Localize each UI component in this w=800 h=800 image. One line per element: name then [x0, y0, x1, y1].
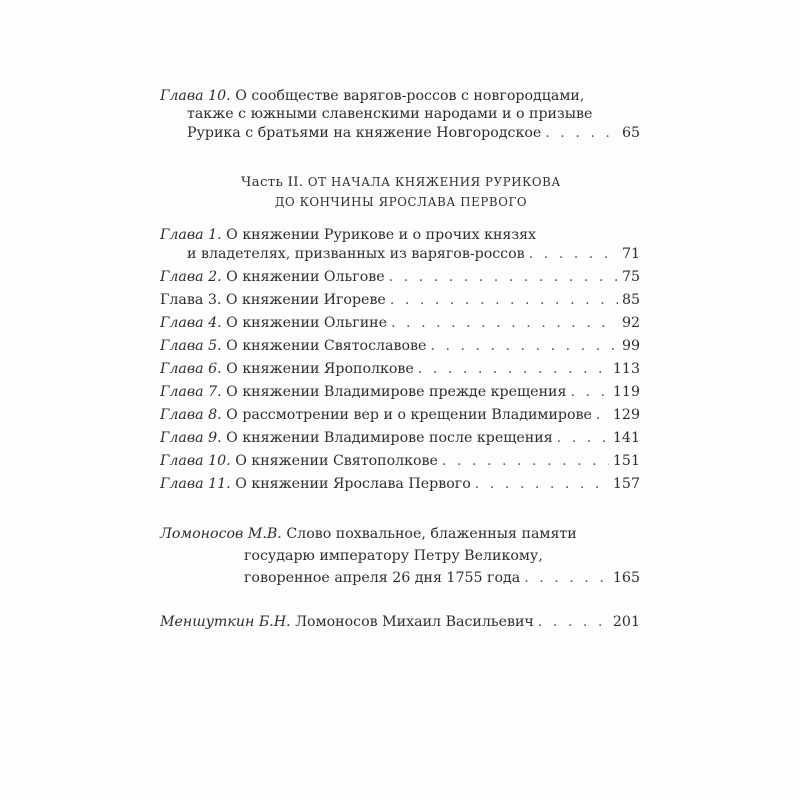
chapter-label: Глава 2.: [160, 269, 222, 285]
chapter-label: Глава 8.: [160, 407, 222, 423]
page-number: 129: [612, 407, 640, 423]
toc-entry-ch3: [160, 291, 640, 309]
dot-leader: [391, 314, 618, 332]
chapter-label: Глава 10.: [160, 453, 231, 469]
page-number: 85: [621, 292, 640, 308]
page-number: 75: [621, 269, 640, 285]
chapter-title-continued: также с южными славенскими народами и о призыве: [187, 106, 593, 122]
dot-leader: [557, 429, 609, 447]
chapter-label: Глава 4.: [160, 315, 222, 331]
chapter-title: О княжении Рурикове и о прочих князях: [226, 227, 537, 243]
page-number: 141: [612, 430, 640, 446]
dot-leader: [596, 406, 609, 424]
toc-entry-ch4: [160, 314, 640, 332]
chapter-title: О княжении Святополкове: [235, 453, 438, 469]
page-number: 71: [621, 246, 640, 262]
dot-leader: [475, 475, 609, 493]
author-name: Меншуткин Б.Н.: [160, 614, 291, 630]
toc-entry-lomonosov-line3: [244, 569, 640, 587]
toc-entry-ch7: [160, 383, 640, 401]
dot-leader: [524, 569, 609, 587]
work-title-continued: говоренное апреля 26 дня 1755 года: [244, 570, 521, 586]
toc-entry-ch11: [160, 475, 640, 493]
toc-entry-ch10-line3: [187, 124, 640, 142]
page-number: 119: [612, 384, 640, 400]
chapter-label: Глава 10.: [160, 88, 231, 104]
chapter-label: Глава 3.: [160, 292, 222, 308]
chapter-title: О княжении Ольгине: [226, 315, 388, 331]
toc-entry-ch6: [160, 360, 640, 378]
page-number: 92: [621, 315, 640, 331]
toc-entry-ch10-line1: [160, 87, 584, 105]
page-number: 151: [612, 453, 640, 469]
toc-entry-lomonosov-line2: [244, 547, 543, 565]
page-number: 99: [621, 338, 640, 354]
dot-leader: [545, 124, 618, 142]
part-title: ОТ НАЧАЛА КНЯЖЕНИЯ РУРИКОВА: [307, 175, 561, 189]
toc-entry-ch9: [160, 429, 640, 447]
dot-leader: [389, 268, 618, 286]
page-number: 65: [621, 125, 640, 141]
dot-leader: [538, 613, 609, 631]
chapter-title: О княжении Ольгове: [226, 269, 385, 285]
chapter-title: О сообществе варягов-россов с новгородцами,: [235, 88, 585, 104]
work-title: Слово похвальное, блаженныя памяти: [286, 526, 577, 542]
chapter-title-continued: и владетелях, призванных из варягов-россов: [187, 246, 525, 262]
chapter-title: О княжении Ярополкове: [226, 361, 414, 377]
toc-entry-menshutkin: [160, 613, 640, 631]
chapter-label: Глава 6.: [160, 361, 222, 377]
toc-entry-ch1-line2: [187, 245, 640, 263]
chapter-title: О княжении Владимирове прежде крещения: [226, 384, 567, 400]
chapter-title: О рассмотрении вер и о крещении Владимирове: [226, 407, 592, 423]
page-number: 157: [612, 476, 640, 492]
page-number: 165: [612, 570, 640, 586]
toc-entry-ch5: [160, 337, 640, 355]
part-title-continued: ДО КОНЧИНЫ ЯРОСЛАВА ПЕРВОГО: [274, 195, 528, 209]
toc-entry-lomonosov-line1: [160, 525, 577, 543]
dot-leader: [570, 383, 608, 401]
toc-entry-ch2: [160, 268, 640, 286]
dot-leader: [390, 291, 618, 309]
toc-entry-ch10: [160, 452, 640, 470]
part-prefix: Часть II.: [241, 175, 304, 190]
dot-leader: [442, 452, 609, 470]
chapter-label: Глава 1.: [160, 227, 222, 243]
toc-entry-ch1-line1: [160, 226, 536, 244]
page-number: 113: [612, 361, 640, 377]
chapter-label: Глава 5.: [160, 338, 222, 354]
dot-leader: [418, 360, 609, 378]
page-number: 201: [612, 614, 640, 630]
chapter-title: О княжении Ярослава Первого: [235, 476, 471, 492]
chapter-title-continued: Рурика с братьями на княжение Новгородское: [187, 125, 542, 141]
toc-entry-ch8: [160, 406, 640, 424]
part-heading-line1: [160, 175, 642, 190]
chapter-label: Глава 7.: [160, 384, 222, 400]
part-heading-line2: [160, 195, 642, 210]
work-title-continued: государю императору Петру Великому,: [244, 548, 543, 564]
chapter-label: Глава 11.: [160, 476, 231, 492]
dot-leader: [529, 245, 618, 263]
chapter-label: Глава 9.: [160, 430, 222, 446]
chapter-title: О княжении Игореве: [225, 292, 386, 308]
chapter-title: О княжении Святославове: [226, 338, 427, 354]
toc-entry-ch10-line2: [187, 105, 592, 123]
chapter-title: О княжении Владимирове после крещения: [226, 430, 553, 446]
work-title: Ломоносов Михаил Васильевич: [295, 614, 534, 630]
author-name: Ломоносов М.В.: [160, 526, 282, 542]
dot-leader: [430, 337, 618, 355]
